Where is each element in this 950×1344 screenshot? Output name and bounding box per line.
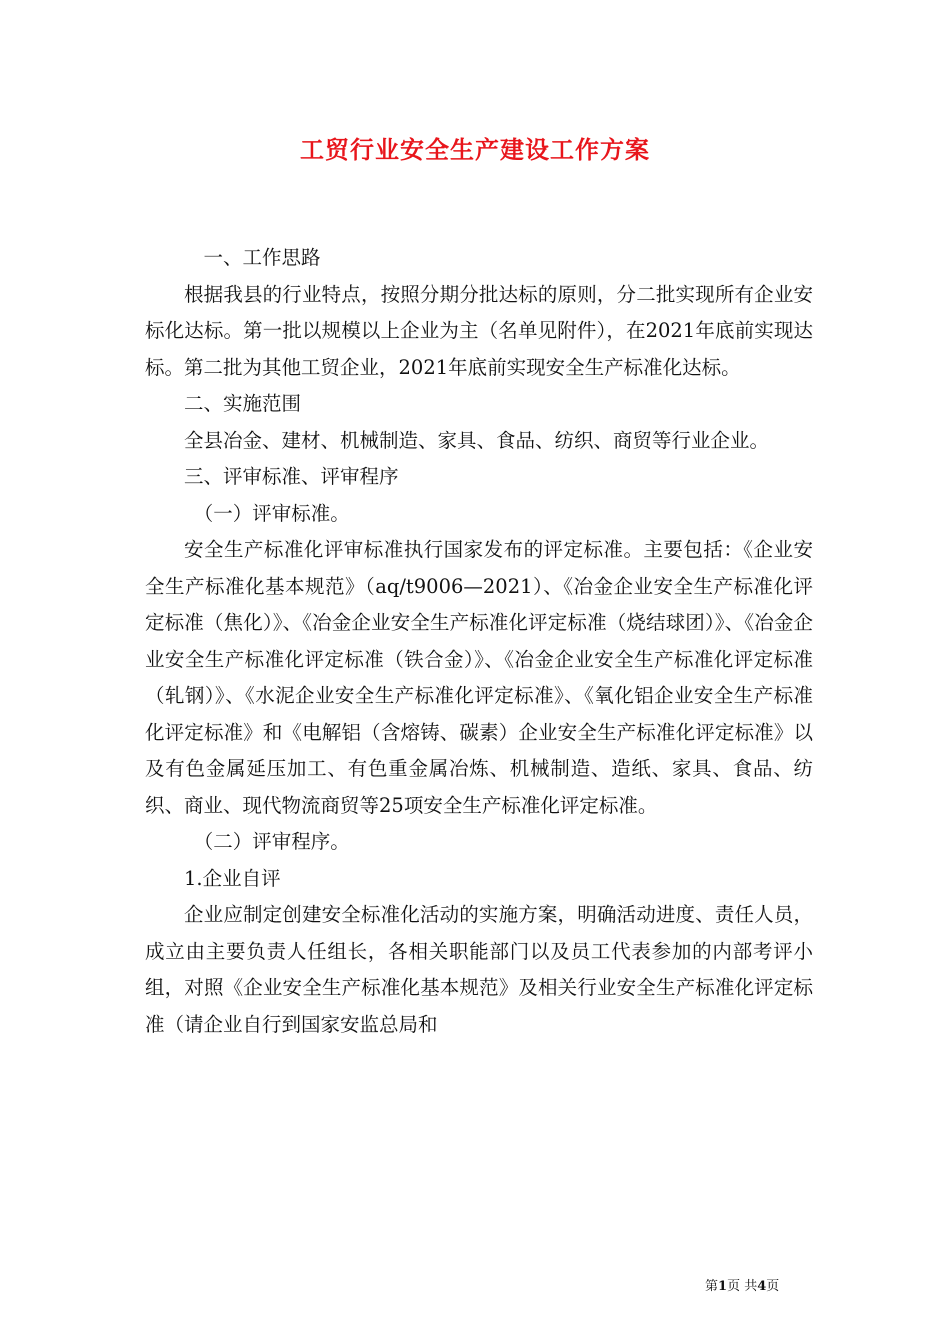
section-heading-2: 二、实施范围 — [184, 392, 302, 415]
paragraph: 安全生产标准化评审标准执行国家发布的评定标准。主要包括：《企业安全生产标准化基本规范》（aq/t9006—2021）、《冶金企业安全生产标准化评定标准（焦化）》、《冶金企业安全生产标准化评定标准（烧结球团）》、《冶金企业安全生产标准化评定标准（铁合金）》、《冶金企业安全生产标准化评定标准（轧钢）》、《水泥企业安全生产标准化评定标准》、《氧化铝企业安全生产标准化评定标准》和《电解铝（含熔铸、碳素）企业安全生产标准化评定标准》以及有色金属延压加工、有色重金属冶炼、机械制造、造纸、家具、食品、纺织、商业、现代物流商贸等25项安全生产标准化评定标准。 — [145, 538, 813, 817]
subsection-heading: （二）评审程序。 — [193, 830, 350, 853]
page-number: 1 — [718, 1279, 728, 1294]
footer-middle: 页 共 — [727, 1279, 758, 1294]
paragraph: 企业应制定创建安全标准化活动的实施方案，明确活动进度、责任人员，成立由主要负责人任组长，各相关职能部门以及员工代表参加的内部考评小组，对照《企业安全生产标准化基本规范》及相关行业安全生产标准化评定标准（请企业自行到国家安监总局和 — [145, 903, 813, 1036]
footer-suffix: 页 — [766, 1279, 780, 1294]
item-heading: 1.企业自评 — [184, 866, 281, 890]
paragraph: 根据我县的行业特点，按照分期分批达标的原则，分二批实现所有企业安标化达标。第一批以规模以上企业为主（名单见附件），在2021年底前实现达标。第二批为其他工贸企业，2021年底前实现安全生产标准化达标。 — [145, 282, 813, 379]
page-total: 4 — [757, 1279, 767, 1294]
paragraph: 全县冶金、建材、机械制造、家具、食品、纺织、商贸等行业企业。 — [184, 428, 770, 452]
footer-prefix: 第 — [705, 1279, 719, 1294]
page-footer — [705, 1279, 779, 1295]
subsection-heading: （一）评审标准。 — [193, 501, 350, 525]
section-heading-1: 一、工作思路 — [203, 246, 321, 269]
document-body — [145, 240, 813, 1043]
section-heading-3: 三、评审标准、评审程序 — [184, 465, 399, 488]
document-title: 工贸行业安全生产建设工作方案 — [300, 135, 650, 164]
